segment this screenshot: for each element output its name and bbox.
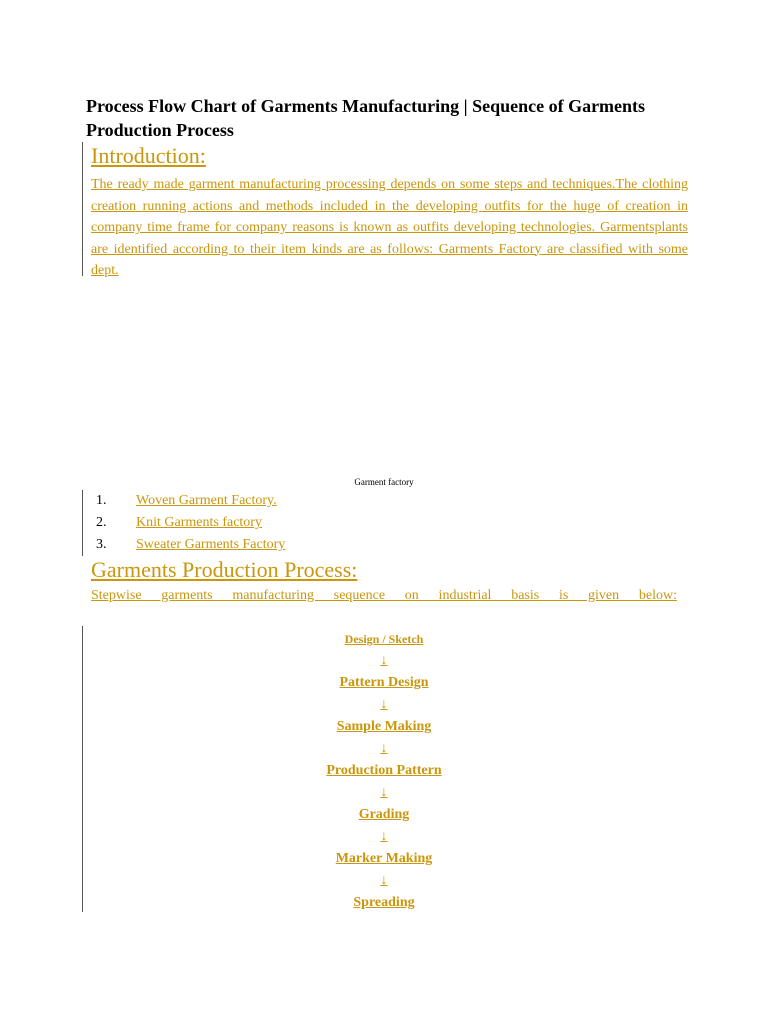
list-number: 1. bbox=[96, 493, 107, 508]
production-text[interactable]: Stepwise garments manufacturing sequence on industrial basis is given below: bbox=[91, 588, 677, 603]
factory-list-section bbox=[82, 490, 683, 556]
factory-link-knit[interactable]: Knit Garments factory bbox=[136, 515, 262, 530]
down-arrow-icon: ↓ bbox=[380, 785, 388, 800]
factory-list-item bbox=[83, 490, 683, 512]
flow-step-production-pattern[interactable]: Production Pattern bbox=[326, 763, 442, 778]
production-heading: Garments Production Process: bbox=[91, 557, 358, 582]
list-number: 3. bbox=[96, 537, 107, 552]
flow-step-design-sketch[interactable]: Design / Sketch bbox=[344, 632, 424, 646]
figure-caption: Garment factory bbox=[354, 477, 414, 487]
list-number: 2. bbox=[96, 515, 107, 530]
page-title: Process Flow Chart of Garments Manufacturing | Sequence of Garments Production Process bbox=[86, 96, 646, 140]
down-arrow-icon: ↓ bbox=[380, 873, 388, 888]
flow-step-marker-making[interactable]: Marker Making bbox=[335, 851, 433, 866]
down-arrow-icon: ↓ bbox=[380, 829, 388, 844]
down-arrow-icon: ↓ bbox=[380, 697, 388, 712]
down-arrow-icon: ↓ bbox=[380, 741, 388, 756]
factory-list-item bbox=[83, 534, 683, 556]
down-arrow-icon: ↓ bbox=[380, 653, 388, 668]
flow-step-pattern-design[interactable]: Pattern Design bbox=[339, 675, 429, 690]
introduction-text[interactable]: The ready made garment manufacturing processing depends on some steps and techniques.The clothing creation running actions and methods included in the developing outfits for the huge of creation in company time frame for company reasons is known as outfits developing technologies. Garmentsplants are identified according to their item kinds are as follows: Garments Factory are classified with some dept. bbox=[91, 177, 688, 278]
process-flow-chart bbox=[234, 628, 534, 914]
factory-link-woven[interactable]: Woven Garment Factory. bbox=[136, 493, 277, 508]
factory-list-item bbox=[83, 512, 683, 534]
flow-step-sample-making[interactable]: Sample Making bbox=[336, 719, 432, 734]
factory-list bbox=[83, 490, 683, 556]
factory-link-sweater[interactable]: Sweater Garments Factory bbox=[136, 537, 286, 552]
flow-step-grading[interactable]: Grading bbox=[358, 807, 410, 822]
introduction-section bbox=[82, 142, 688, 276]
flow-step-spreading[interactable]: Spreading bbox=[353, 895, 415, 910]
introduction-heading: Introduction: bbox=[91, 143, 206, 168]
